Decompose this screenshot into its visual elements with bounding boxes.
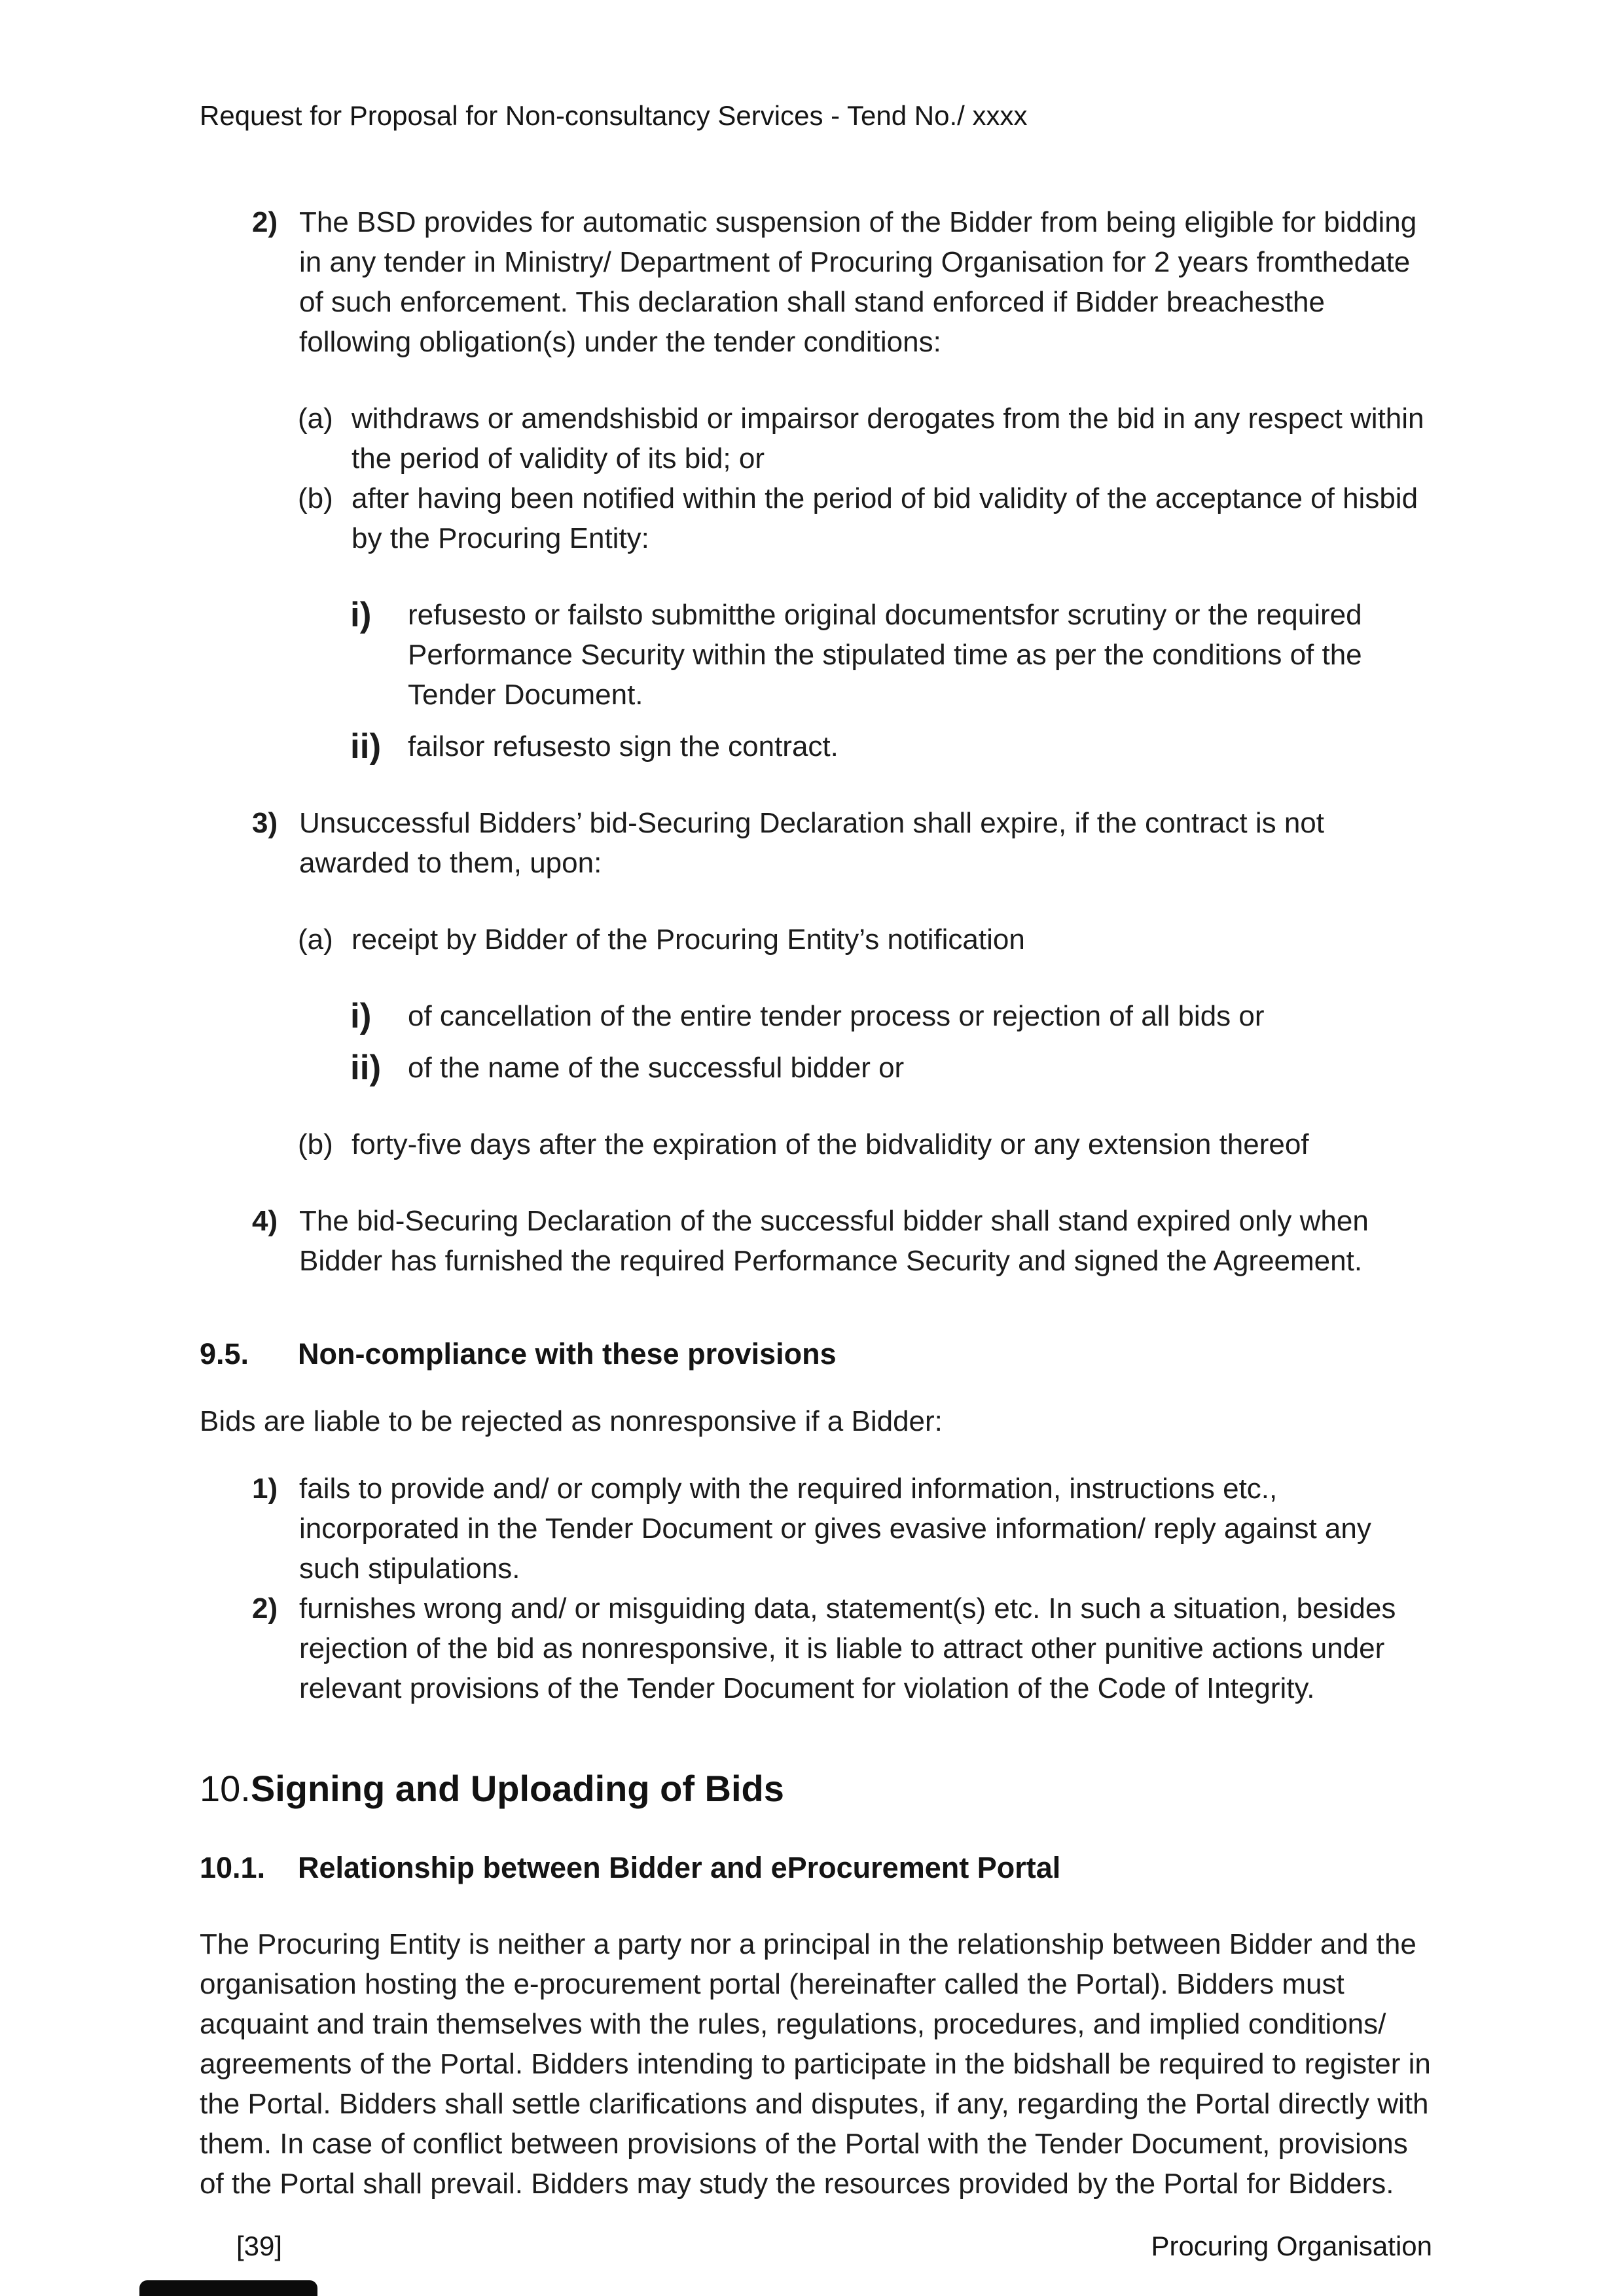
list-marker: (b): [298, 1128, 333, 1160]
list-marker: (a): [298, 403, 333, 435]
list-text: fails to provide and/ or comply with the required information, instructions etc., incorporated in the Tender Document or gives evasive information/ reply against any such stipulations.: [299, 1473, 1371, 1585]
list-marker: 2): [252, 1592, 278, 1624]
list-item-2b-i: [350, 595, 1432, 715]
document-content: [200, 202, 1432, 2204]
list-marker: i): [350, 997, 372, 1035]
list-text: Unsuccessful Bidders’ bid-Securing Declaration shall expire, if the contract is not awarded to them, upon:: [299, 807, 1324, 879]
list-text: furnishes wrong and/ or misguiding data, statement(s) etc. In such a situation, besides rejection of the bid as nonresponsive, it is liable to attract other punitive actions under relevant provisions of the Tender Document for violation of the Code of Integrity.: [299, 1592, 1396, 1704]
page-header: [200, 98, 1432, 134]
list-text: forty-five days after the expiration of the bidvalidity or any extension thereof: [352, 1128, 1309, 1160]
list-item-2a: [298, 399, 1432, 478]
list-item-3b: [298, 1124, 1432, 1164]
list-marker: 4): [252, 1205, 278, 1237]
header-title: Request for Proposal for Non-consultancy Services - Tend No./ xxxx: [200, 100, 1028, 131]
page-number: [39]: [236, 2231, 283, 2261]
section-heading-10-1: [200, 1848, 1432, 1888]
list-marker: ii): [350, 727, 382, 766]
list-text: The bid-Securing Declaration of the successful bidder shall stand expired only when Bidder has furnished the required Performance Security and signed the Agreement.: [299, 1205, 1369, 1277]
list-text: of the name of the successful bidder or: [408, 1052, 905, 1084]
list-item-2b: [298, 478, 1432, 558]
heading-title: Relationship between Bidder and eProcurement Portal: [298, 1851, 1061, 1884]
list-text: refusesto or failsto submitthe original documentsfor scrutiny or the required Performance Security within the stipulated time as per the conditions of the Tender Document.: [408, 599, 1362, 711]
list-text: failsor refusesto sign the contract.: [408, 730, 839, 762]
list-marker: (b): [298, 482, 333, 514]
list-item-2: [252, 202, 1432, 362]
list-text: of cancellation of the entire tender process or rejection of all bids or: [408, 1000, 1265, 1032]
list-item-nc-1: [252, 1469, 1432, 1588]
heading-number: 9.5.: [200, 1337, 249, 1371]
list-marker: 2): [252, 206, 278, 238]
list-marker: i): [350, 596, 372, 634]
bottom-edge-artifact: [139, 2280, 317, 2296]
list-text: The BSD provides for automatic suspension of the Bidder from being eligible for bidding in any tender in Ministry/ Department of Procuring Organisation for 2 years fromthedate of such enforcement. This declaration shall stand enforced if Bidder breachesthe following obligation(s) under the tender conditions:: [299, 206, 1417, 358]
paragraph-text: The Procuring Entity is neither a party nor a principal in the relationship between Bidder and the organisation hosting the e-procurement portal (hereinafter called the Portal). Bidders must acquaint and train themselves with the rules, regulations, procedures, and implied conditions/ agreements of the Portal. Bidders intending to participate in the bidshall be required to register in the Portal. Bidders shall settle clarifications and disputes, if any, regarding the Portal directly with them. In case of conflict between provisions of the Portal with the Tender Document, provisions of the Portal shall prevail. Bidders may study the resources provided by the Portal for Bidders.: [200, 1928, 1431, 2200]
section-heading-9-5: [200, 1335, 1432, 1374]
heading-number: 10.1.: [200, 1851, 266, 1884]
list-marker: (a): [298, 924, 333, 956]
list-item-2b-ii: [350, 726, 1432, 766]
list-item-3: [252, 803, 1432, 883]
list-text: withdraws or amendshisbid or impairsor derogates from the bid in any respect within the period of validity of its bid; or: [352, 403, 1424, 475]
list-item-3a-ii: [350, 1048, 1432, 1088]
heading-number: 10.: [200, 1768, 251, 1809]
heading-title: Non-compliance with these provisions: [298, 1337, 837, 1371]
list-item-3a-i: [350, 996, 1432, 1036]
paragraph-text: Bids are liable to be rejected as nonresponsive if a Bidder:: [200, 1405, 943, 1437]
list-marker: 1): [252, 1473, 278, 1505]
paragraph-9-5: [200, 1401, 1432, 1441]
heading-title: Signing and Uploading of Bids: [250, 1768, 784, 1809]
list-marker: 3): [252, 807, 278, 839]
page-footer: [200, 2229, 1432, 2263]
list-marker: ii): [350, 1049, 382, 1087]
list-item-3a: [298, 920, 1432, 960]
section-heading-10: [200, 1766, 1432, 1812]
list-item-nc-2: [252, 1588, 1432, 1708]
paragraph-10-1: [200, 1924, 1432, 2204]
list-text: after having been notified within the period of bid validity of the acceptance of hisbid by the Procuring Entity:: [352, 482, 1418, 554]
list-text: receipt by Bidder of the Procuring Entity’s notification: [352, 924, 1025, 956]
list-item-4: [252, 1201, 1432, 1281]
footer-organisation: Procuring Organisation: [1151, 2231, 1432, 2261]
